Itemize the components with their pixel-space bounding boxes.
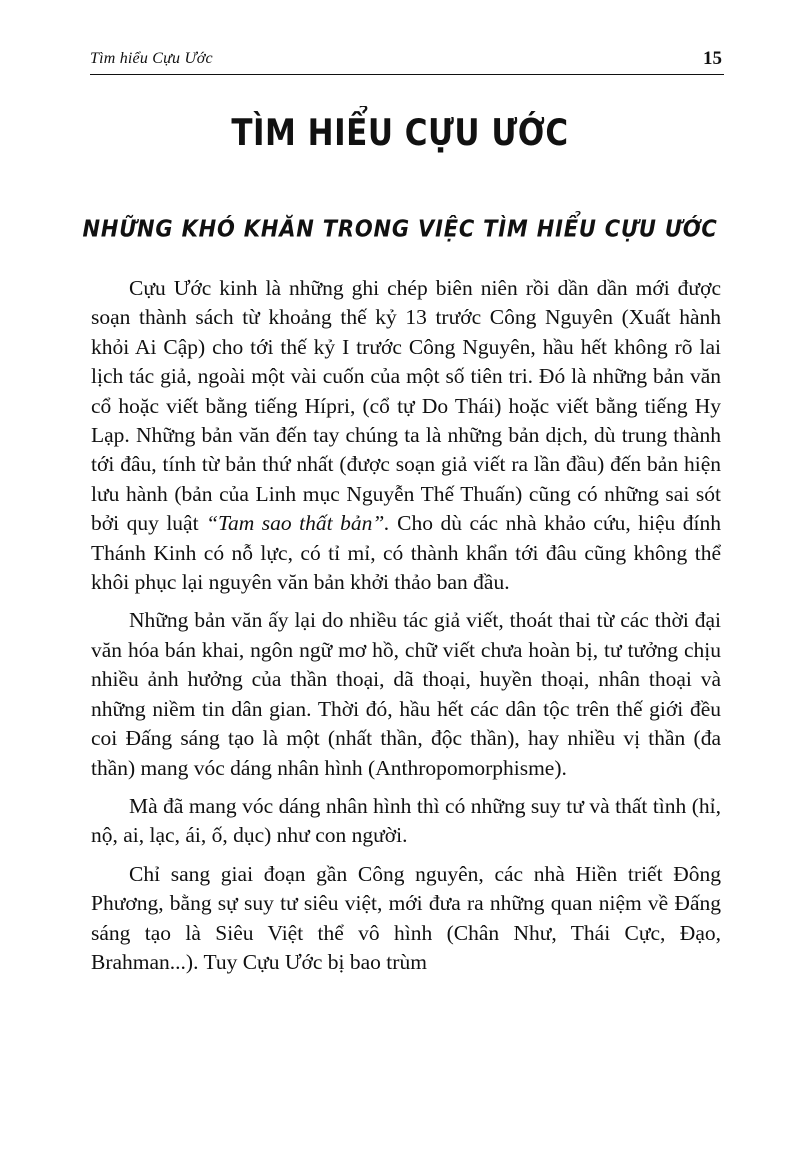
section-title: NHỮNG KHÓ KHĂN TRONG VIỆC TÌM HIỂU CỰU ƯỚC: [82, 215, 718, 242]
paragraph-4: Chỉ sang giai đoạn gần Công nguyên, các nhà Hiền triết Đông Phương, bằng sự suy tư siêu việt, mới đưa ra những quan niệm về Đấng sáng tạo là Siêu Việt thể vô hình (Chân Như, Thái Cực, Đạo, Brahman...). Tuy Cựu Ước bị bao trùm: [91, 861, 721, 974]
running-title: Tìm hiểu Cựu Ước: [90, 50, 213, 67]
chapter-title: TÌM HIỂU CỰU ƯỚC: [231, 112, 569, 155]
body-text: [91, 274, 721, 986]
paragraph-3: Mà đã mang vóc dáng nhân hình thì có những suy tư và thất tình (hỉ, nộ, ai, lạc, ái, ố, dục) như con người.: [91, 793, 721, 848]
paragraph-1: [91, 274, 721, 597]
paragraph-2: Những bản văn ấy lại do nhiều tác giả viết, thoát thai từ các thời đại văn hóa bán khai, ngôn ngữ mơ hồ, chữ viết chưa hoàn bị, tư tưởng chịu nhiều ảnh hưởng của thần thoại, dã thoại, huyền thoại, nhân thoại và những niềm tin dân gian. Thời đó, hầu hết các dân tộc trên thế giới đều coi Đấng sáng tạo là một (nhất thần, độc thần), hay nhiều vị thần (đa thần) mang vóc dáng nhân hình (Anthropomorphisme).: [91, 608, 721, 780]
running-header: [90, 48, 722, 74]
paragraph-1-text: Cựu Ước kinh là những ghi chép biên niên rồi dần dần mới được soạn thành sách từ khoảng thế kỷ 13 trước Công Nguyên (Xuất hành khỏi Ai Cập) cho tới thế kỷ I trước Công Nguyên, hầu hết không rõ lai lịch tác giả, ngoài một vài cuốn của một số tiên tri. Đó là những bản văn cổ hoặc viết bằng tiếng Hípri, (cổ tự Do Thái) hoặc viết bằng tiếng Hy Lạp. Những bản văn đến tay chúng ta là những bản dịch, dù trung thành tới đâu, tính từ bản thứ nhất (được soạn giả viết ra lần đầu) đến bản hiện lưu hành (bản của Linh mục Nguyễn Thế Thuấn) cũng có những sai sót bởi quy luật: [91, 276, 721, 536]
page-number: 15: [703, 48, 722, 69]
header-divider: [90, 74, 724, 75]
paragraph-1-text-end: Cho dù các nhà khảo cứu, hiệu đính Thánh Kinh có nỗ lực, có tỉ mỉ, có thành khẩn tới đâu cũng không thể khôi phục lại nguyên văn bản khởi thảo ban đầu.: [91, 511, 721, 595]
paragraph-1-quote: “Tam sao thất bản”.: [206, 511, 390, 536]
